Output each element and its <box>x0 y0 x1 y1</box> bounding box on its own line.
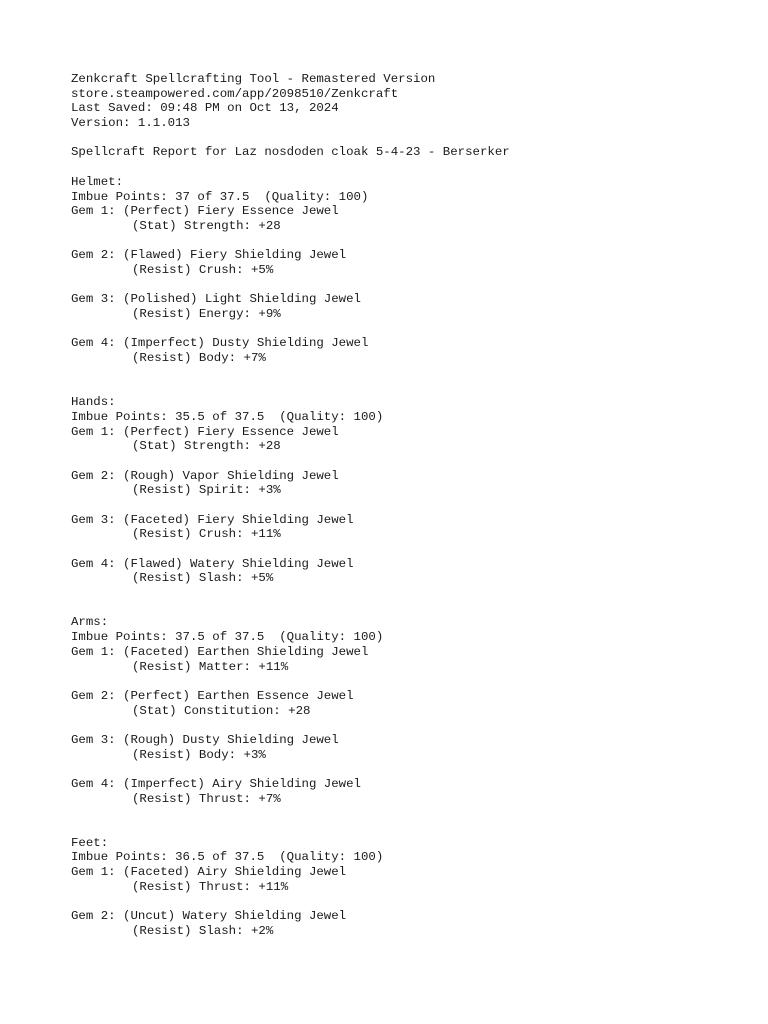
gem-label: Gem 4: (Imperfect) Airy Shielding Jewel <box>71 777 361 792</box>
tool-title: Zenkcraft Spellcrafting Tool - Remastered Version <box>71 72 436 86</box>
section-name: Arms: <box>71 615 109 630</box>
gem-effect: (Resist) Body: +3% <box>132 747 266 762</box>
section-name: Hands: <box>71 395 116 410</box>
spacer <box>71 586 751 615</box>
gem-label: Gem 3: (Rough) Dusty Shielding Jewel <box>71 732 339 747</box>
gem-effect: (Resist) Spirit: +3% <box>132 483 281 498</box>
gem-label: Gem 4: (Flawed) Watery Shielding Jewel <box>71 556 354 571</box>
gem-effect: (Resist) Thrust: +11% <box>132 879 289 894</box>
imbue-points: Imbue Points: 37 of 37.5 (Quality: 100) <box>71 189 369 204</box>
gem-effect: (Stat) Constitution: +28 <box>132 703 311 718</box>
last-saved: Last Saved: 09:48 PM on Oct 13, 2024 <box>71 101 339 116</box>
gem-label: Gem 3: (Polished) Light Shielding Jewel <box>71 292 361 307</box>
report-title: Spellcraft Report for Laz nosdoden cloak 5-4-23 - Berserker <box>71 145 510 160</box>
spacer <box>71 454 751 469</box>
spacer <box>71 542 751 557</box>
section-name: Helmet: <box>71 174 124 189</box>
gem-effect: (Resist) Crush: +5% <box>132 262 274 277</box>
gem-effect: (Resist) Slash: +2% <box>132 923 274 938</box>
gem-label: Gem 2: (Flawed) Fiery Shielding Jewel <box>71 248 347 263</box>
imbue-points: Imbue Points: 35.5 of 37.5 (Quality: 100) <box>71 409 384 424</box>
spacer <box>71 278 751 293</box>
gem-effect: (Resist) Slash: +5% <box>132 571 274 586</box>
version: Version: 1.1.013 <box>71 116 190 131</box>
gem-label: Gem 1: (Perfect) Fiery Essence Jewel <box>71 204 339 219</box>
spacer <box>71 718 751 733</box>
gem-effect: (Stat) Strength: +28 <box>132 439 281 454</box>
section-hands <box>71 395 751 586</box>
report-header <box>71 72 751 131</box>
section-arms <box>71 615 751 806</box>
gem-label: Gem 2: (Perfect) Earthen Essence Jewel <box>71 688 354 703</box>
section-name: Feet: <box>71 835 109 850</box>
gem-label: Gem 2: (Uncut) Watery Shielding Jewel <box>71 909 347 924</box>
spacer <box>71 366 751 395</box>
spacer <box>71 234 751 249</box>
gem-effect: (Stat) Strength: +28 <box>132 218 281 233</box>
spacer <box>71 806 751 835</box>
spacer <box>71 762 751 777</box>
section-feet <box>71 836 751 939</box>
gem-effect: (Resist) Body: +7% <box>132 351 266 366</box>
gem-effect: (Resist) Matter: +11% <box>132 659 289 674</box>
gem-label: Gem 4: (Imperfect) Dusty Shielding Jewel <box>71 336 369 351</box>
spacer <box>71 160 751 175</box>
store-url: store.steampowered.com/app/2098510/Zenkcraft <box>71 86 399 101</box>
spacer <box>71 895 751 910</box>
gem-effect: (Resist) Crush: +11% <box>132 527 281 542</box>
spacer <box>71 498 751 513</box>
gem-effect: (Resist) Energy: +9% <box>132 307 281 321</box>
section-helmet <box>71 175 751 366</box>
imbue-points: Imbue Points: 37.5 of 37.5 (Quality: 100) <box>71 630 384 645</box>
gem-label: Gem 2: (Rough) Vapor Shielding Jewel <box>71 468 339 483</box>
gem-label: Gem 1: (Perfect) Fiery Essence Jewel <box>71 424 339 439</box>
gem-effect: (Resist) Thrust: +7% <box>132 791 281 806</box>
gem-label: Gem 1: (Faceted) Earthen Shielding Jewel <box>71 644 369 659</box>
spacer <box>71 674 751 689</box>
spacer <box>71 131 751 146</box>
spacer <box>71 322 751 337</box>
spellcraft-report-document <box>71 72 751 939</box>
gem-label: Gem 3: (Faceted) Fiery Shielding Jewel <box>71 512 354 527</box>
gem-label: Gem 1: (Faceted) Airy Shielding Jewel <box>71 865 347 880</box>
imbue-points: Imbue Points: 36.5 of 37.5 (Quality: 100) <box>71 850 384 865</box>
